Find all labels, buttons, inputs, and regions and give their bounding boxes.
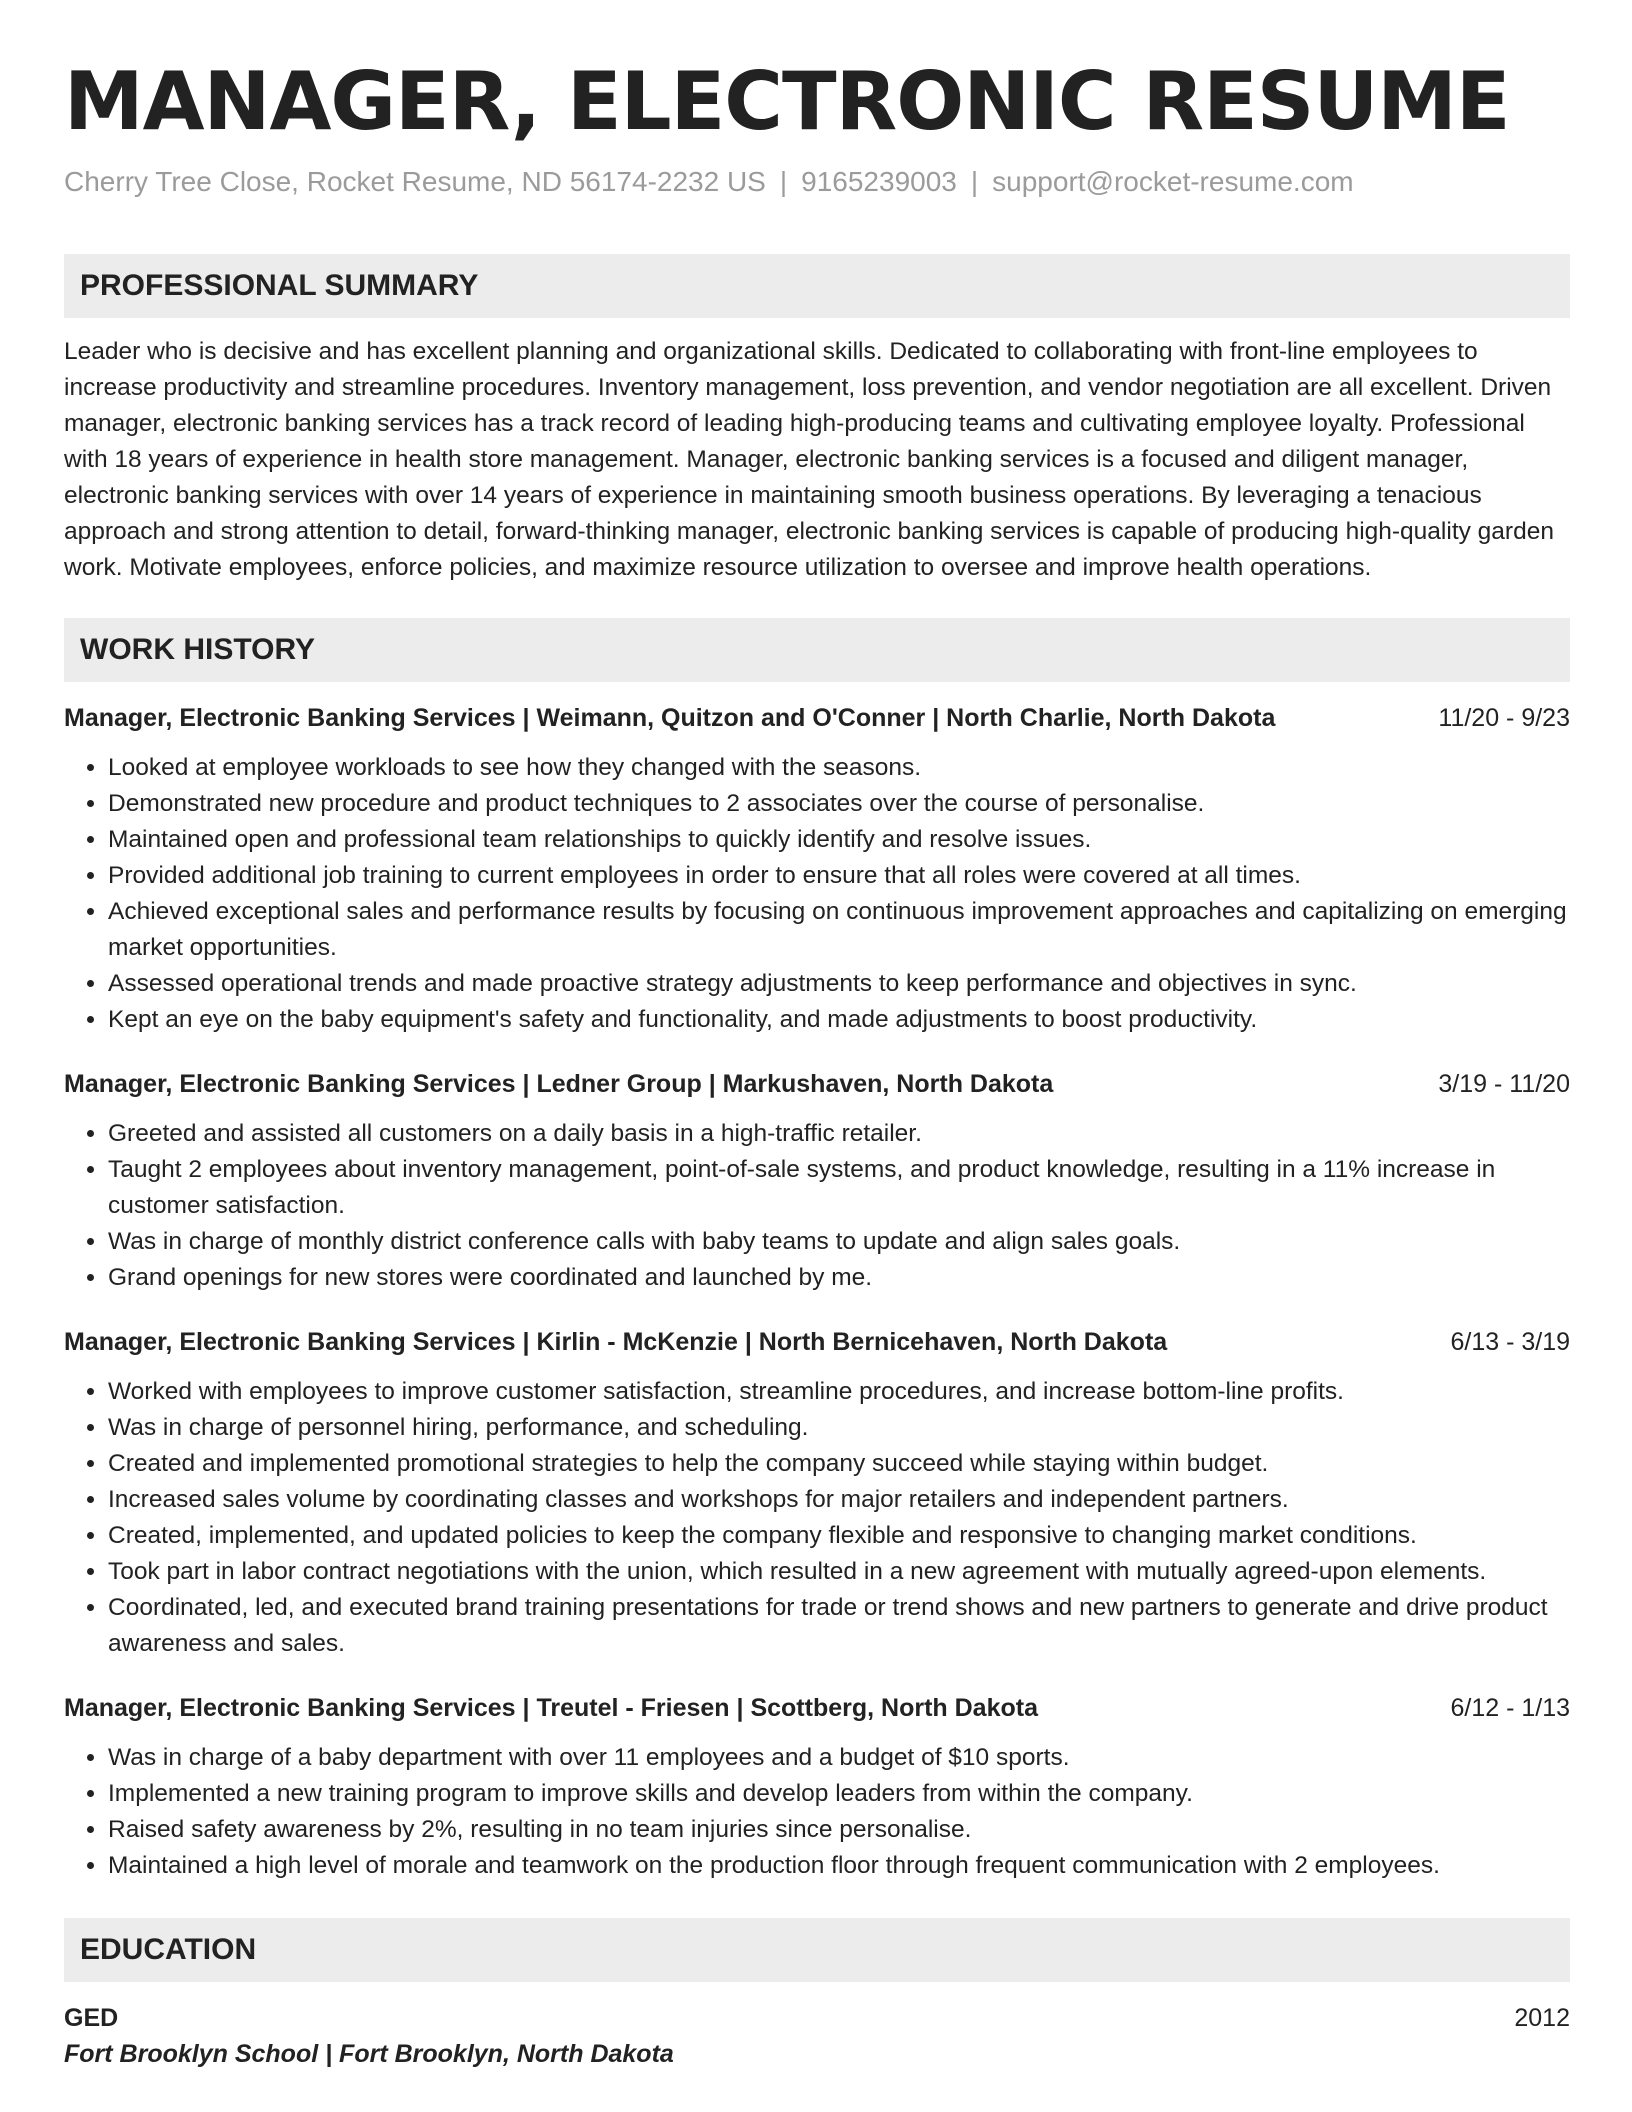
education-year: 2012 <box>1514 2004 1570 2032</box>
education-school: Fort Brooklyn School | Fort Brooklyn, North Dakota <box>64 2040 674 2068</box>
job-bullet: • Created and implemented promotional strategies to help the company succeed while staying within budget. <box>108 1446 1570 1482</box>
job-bullet: • Kept an eye on the baby equipment's safety and functionality, and made adjustments to boost productivity. <box>108 1002 1570 1038</box>
job-dates: 11/20 - 9/23 <box>1438 704 1570 732</box>
contact-email: support@rocket-resume.com <box>992 166 1354 197</box>
job-header <box>64 1690 1570 1726</box>
job-title: Manager, Electronic Banking Services | Weimann, Quitzon and O'Conner | North Charlie, North Dakota <box>64 704 1276 732</box>
job-bullet: • Assessed operational trends and made proactive strategy adjustments to keep performance and objectives in sync. <box>108 966 1570 1002</box>
contact-address: Cherry Tree Close, Rocket Resume, ND 56174-2232 US <box>64 166 766 197</box>
job-bullet: • Was in charge of monthly district conference calls with baby teams to update and align sales goals. <box>108 1224 1570 1260</box>
job-bullets <box>64 1374 1570 1662</box>
job-bullet: • Raised safety awareness by 2%, resulting in no team injuries since personalise. <box>108 1812 1570 1848</box>
contact-separator: | <box>779 166 788 197</box>
work-history-heading: WORK HISTORY <box>64 618 1570 682</box>
job-dates: 6/13 - 3/19 <box>1450 1328 1570 1356</box>
job-title: Manager, Electronic Banking Services | Treutel - Friesen | Scottberg, North Dakota <box>64 1694 1038 1722</box>
job-entry <box>64 1690 1570 1884</box>
job-entry <box>64 1324 1570 1662</box>
job-bullet: • Created, implemented, and updated policies to keep the company flexible and responsive to changing market conditions. <box>108 1518 1570 1554</box>
job-dates: 6/12 - 1/13 <box>1450 1694 1570 1722</box>
job-entry <box>64 700 1570 1038</box>
job-dates: 3/19 - 11/20 <box>1438 1070 1570 1098</box>
job-bullet: • Was in charge of a baby department with over 11 employees and a budget of $10 sports. <box>108 1740 1570 1776</box>
job-bullet: • Demonstrated new procedure and product techniques to 2 associates over the course of personalise. <box>108 786 1570 822</box>
resume-name: MANAGER, ELECTRONIC RESUME <box>64 55 1510 148</box>
job-bullet: • Increased sales volume by coordinating classes and workshops for major retailers and independent partners. <box>108 1482 1570 1518</box>
contact-separator: | <box>970 166 979 197</box>
job-bullet: • Worked with employees to improve customer satisfaction, streamline procedures, and increase bottom-line profits. <box>108 1374 1570 1410</box>
job-bullet: • Was in charge of personnel hiring, performance, and scheduling. <box>108 1410 1570 1446</box>
education-header <box>64 2000 1570 2036</box>
job-bullet: • Took part in labor contract negotiations with the union, which resulted in a new agreement with mutually agreed-upon elements. <box>108 1554 1570 1590</box>
job-bullet: • Provided additional job training to current employees in order to ensure that all roles were covered at all times. <box>108 858 1570 894</box>
job-entry <box>64 1066 1570 1296</box>
job-title: Manager, Electronic Banking Services | Ledner Group | Markushaven, North Dakota <box>64 1070 1054 1098</box>
job-bullet: • Greeted and assisted all customers on a daily basis in a high-traffic retailer. <box>108 1116 1570 1152</box>
job-title: Manager, Electronic Banking Services | Kirlin - McKenzie | North Bernicehaven, North Dakota <box>64 1328 1168 1356</box>
contact-phone: 9165239003 <box>801 166 957 197</box>
job-bullet: • Maintained a high level of morale and teamwork on the production floor through frequent communication with 2 employees. <box>108 1848 1570 1884</box>
job-bullet: • Grand openings for new stores were coordinated and launched by me. <box>108 1260 1570 1296</box>
job-bullets <box>64 750 1570 1038</box>
education-degree: GED <box>64 2004 119 2032</box>
job-header <box>64 1066 1570 1102</box>
job-bullets <box>64 1116 1570 1296</box>
job-bullet: • Achieved exceptional sales and performance results by focusing on continuous improvement approaches and capitalizing on emerging market opportunities. <box>108 894 1570 966</box>
job-bullet: • Taught 2 employees about inventory management, point-of-sale systems, and product knowledge, resulting in a 11% increase in customer satisfaction. <box>108 1152 1570 1224</box>
job-bullet: • Coordinated, led, and executed brand training presentations for trade or trend shows and new partners to generate and drive product awareness and sales. <box>108 1590 1570 1662</box>
summary-heading: PROFESSIONAL SUMMARY <box>64 254 1570 318</box>
summary-text: Leader who is decisive and has excellent planning and organizational skills. Dedicated to collaborating with front-line employees to increase productivity and streamline procedures. Inventory management, loss prevention, and vendor negotiation are all excellent. Driven manager, electronic banking services has a track record of leading high-producing teams and cultivating employee loyalty. Professional with 18 years of experience in health store management. Manager, electronic banking services is a focused and diligent manager, electronic banking services with over 14 years of experience in maintaining smooth business operations. By leveraging a tenacious approach and strong attention to detail, forward-thinking manager, electronic banking services is capable of producing high-quality garden work. Motivate employees, enforce policies, and maximize resource utilization to oversee and improve health operations. <box>64 338 1554 581</box>
job-bullet: • Looked at employee workloads to see how they changed with the seasons. <box>108 750 1570 786</box>
resume-page <box>64 52 1570 2072</box>
job-header <box>64 700 1570 736</box>
job-bullet: • Maintained open and professional team relationships to quickly identify and resolve issues. <box>108 822 1570 858</box>
job-bullet: • Implemented a new training program to improve skills and develop leaders from within the company. <box>108 1776 1570 1812</box>
job-header <box>64 1324 1570 1360</box>
education-heading: EDUCATION <box>64 1918 1570 1982</box>
job-bullets <box>64 1740 1570 1884</box>
contact-line <box>64 162 1570 202</box>
